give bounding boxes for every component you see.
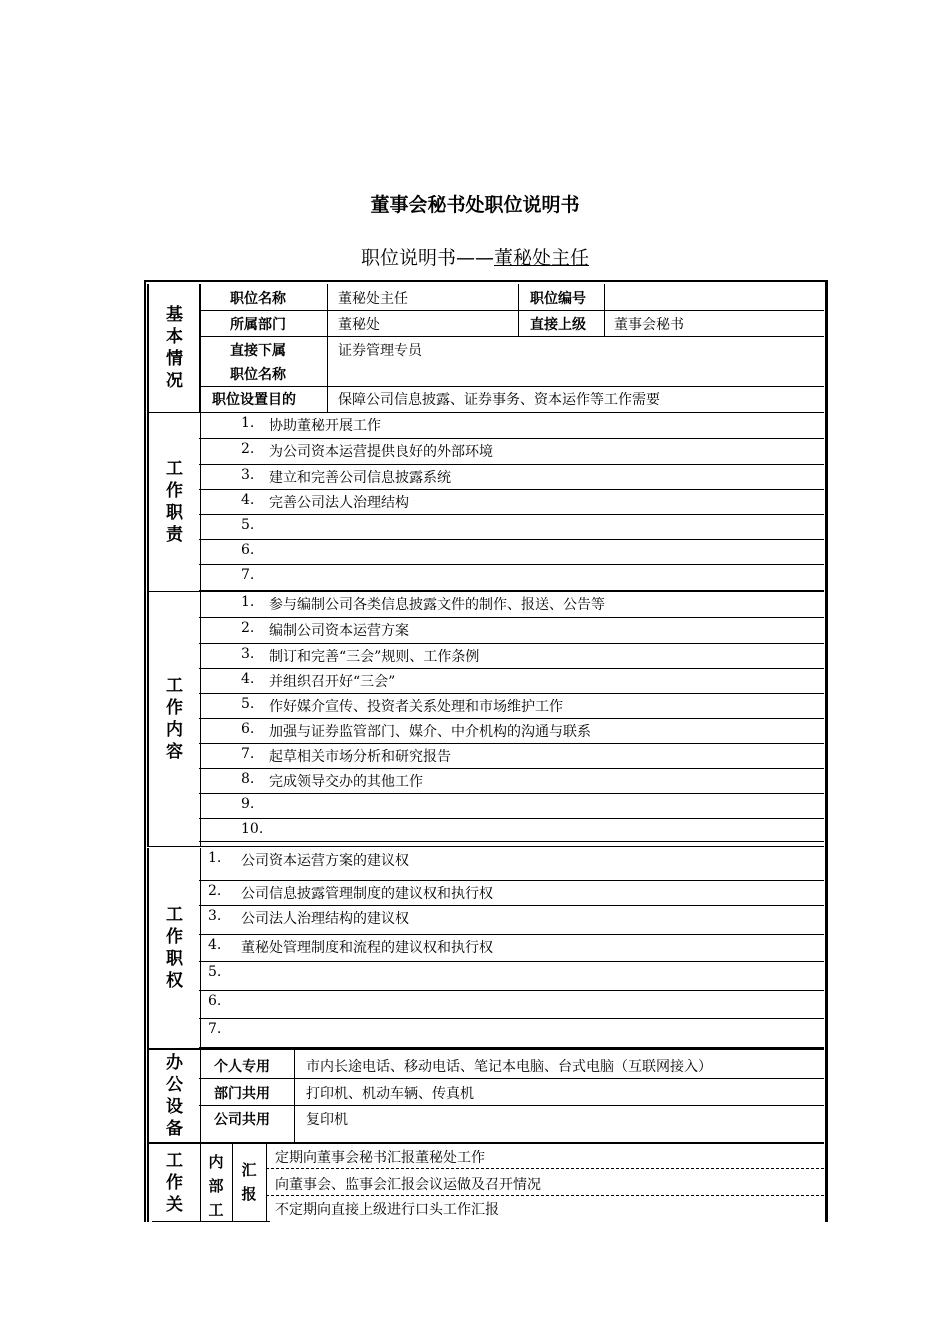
superior-label: 直接上级 <box>530 317 586 333</box>
list-item <box>199 439 824 465</box>
list-item-number: 9. <box>241 796 255 812</box>
list-item <box>199 719 824 744</box>
list-item-number: 6. <box>241 721 255 737</box>
list-item-number: 6. <box>208 993 222 1009</box>
list-item <box>199 1019 824 1048</box>
list-item-number: 5. <box>208 964 222 980</box>
list-item-text: 并组织召开好“三会” <box>269 674 396 690</box>
list-item-text: 编制公司资本运营方案 <box>269 623 409 639</box>
report-label: 汇报 <box>241 1161 257 1203</box>
list-item-text: 建立和完善公司信息披露系统 <box>269 470 451 486</box>
list-item <box>199 515 824 540</box>
section-label-relations: 工作关 <box>149 1144 201 1222</box>
list-item <box>199 694 824 719</box>
list-item-text: 加强与证券监管部门、媒介、中介机构的沟通与联系 <box>269 724 591 740</box>
list-item-text: 起草相关市场分析和研究报告 <box>269 749 451 765</box>
list-item-number: 3. <box>241 467 255 483</box>
section-label-equipment: 办公设备 <box>149 1050 201 1142</box>
relation-item-3: 不定期向直接上级进行口头工作汇报 <box>275 1202 499 1218</box>
list-item-number: 4. <box>208 937 222 953</box>
list-item <box>199 744 824 769</box>
list-item <box>199 465 824 490</box>
list-item-text: 公司资本运营方案的建议权 <box>241 853 409 869</box>
document-subtitle <box>0 243 950 270</box>
subtitle-prefix: 职位说明书—— <box>360 247 494 269</box>
equipment-value-personal: 市内长途电话、移动电话、笔记本电脑、台式电脑（互联网接入） <box>306 1059 712 1075</box>
subordinate-label-1: 直接下属 <box>230 343 286 359</box>
list-item <box>199 644 824 669</box>
list-item <box>199 794 824 819</box>
list-item-number: 2. <box>241 620 255 636</box>
list-item-text: 作好媒介宣传、投资者关系处理和市场维护工作 <box>269 699 563 715</box>
purpose-label: 职位设置目的 <box>212 392 296 408</box>
list-item <box>199 669 824 694</box>
list-item <box>199 540 824 565</box>
list-item-text: 完成领导交办的其他工作 <box>269 774 423 790</box>
list-item-text: 公司信息披露管理制度的建议权和执行权 <box>241 886 493 902</box>
list-item-number: 6. <box>241 542 255 558</box>
subordinate-label-2: 职位名称 <box>230 367 286 383</box>
position-name-label: 职位名称 <box>230 291 286 307</box>
list-item-number: 2. <box>208 883 222 899</box>
purpose-value: 保障公司信息披露、证券事务、资本运作等工作需要 <box>338 392 660 408</box>
list-item-text: 制订和完善“三会”规则、工作条例 <box>269 649 480 665</box>
superior-value: 董事会秘书 <box>614 317 684 333</box>
section-label-authority: 工作职权 <box>149 848 201 1048</box>
document-title: 董事会秘书处职位说明书 <box>370 194 580 216</box>
list-item <box>199 769 824 794</box>
list-item-number: 10. <box>241 821 264 837</box>
section-label-duties: 工作职责 <box>149 413 201 591</box>
list-item-text: 为公司资本运营提供良好的外部环境 <box>269 444 493 460</box>
relation-item-1: 定期向董事会秘书汇报董秘处工作 <box>275 1150 485 1166</box>
list-item-number: 4. <box>241 671 255 687</box>
list-item-text: 协助董秘开展工作 <box>269 418 381 434</box>
list-item <box>199 618 824 644</box>
list-item <box>199 848 824 881</box>
list-item <box>199 592 824 618</box>
list-item <box>199 991 824 1019</box>
position-name-value: 董秘处主任 <box>338 291 408 307</box>
equipment-value-company: 复印机 <box>306 1112 348 1128</box>
list-item-text: 公司法人治理结构的建议权 <box>241 911 409 927</box>
list-item-number: 7. <box>208 1021 222 1037</box>
subtitle-position: 董秘处主任 <box>494 247 590 269</box>
list-item-number: 7. <box>241 567 255 583</box>
list-item-text: 完善公司法人治理结构 <box>269 495 409 511</box>
list-item <box>199 413 824 439</box>
department-value: 董秘处 <box>338 317 380 333</box>
list-item-number: 5. <box>241 696 255 712</box>
list-item-number: 1. <box>241 594 255 610</box>
list-item-number: 4. <box>241 492 255 508</box>
list-item <box>199 935 824 962</box>
list-item-text: 董秘处管理制度和流程的建议权和执行权 <box>241 940 493 956</box>
equipment-value-department: 打印机、机动车辆、传真机 <box>306 1086 474 1102</box>
section-label-basic: 基本情况 <box>149 284 201 412</box>
list-item-number: 7. <box>241 746 255 762</box>
department-label: 所属部门 <box>230 317 286 333</box>
internal-label: 内部工 <box>208 1153 224 1219</box>
list-item <box>199 819 824 842</box>
equipment-label-company: 公司共用 <box>214 1112 270 1128</box>
list-item-number: 2. <box>241 441 255 457</box>
list-item <box>199 962 824 991</box>
position-code-label: 职位编号 <box>530 291 586 307</box>
equipment-label-personal: 个人专用 <box>214 1059 270 1075</box>
list-item-number: 3. <box>241 646 255 662</box>
list-item-number: 5. <box>241 517 255 533</box>
list-item <box>199 490 824 515</box>
list-item <box>199 906 824 935</box>
list-item-number: 8. <box>241 771 255 787</box>
list-item <box>199 881 824 906</box>
section-label-content: 工作内容 <box>149 592 201 846</box>
list-item-number: 3. <box>208 908 222 924</box>
list-item-number: 1. <box>241 415 255 431</box>
relation-item-2: 向董事会、监事会汇报会议运做及召开情况 <box>275 1177 541 1193</box>
list-item-number: 1. <box>208 850 222 866</box>
subordinate-value: 证券管理专员 <box>338 343 422 359</box>
list-item-text: 参与编制公司各类信息披露文件的制作、报送、公告等 <box>269 597 605 613</box>
equipment-label-department: 部门共用 <box>214 1086 270 1102</box>
list-item <box>199 565 824 591</box>
